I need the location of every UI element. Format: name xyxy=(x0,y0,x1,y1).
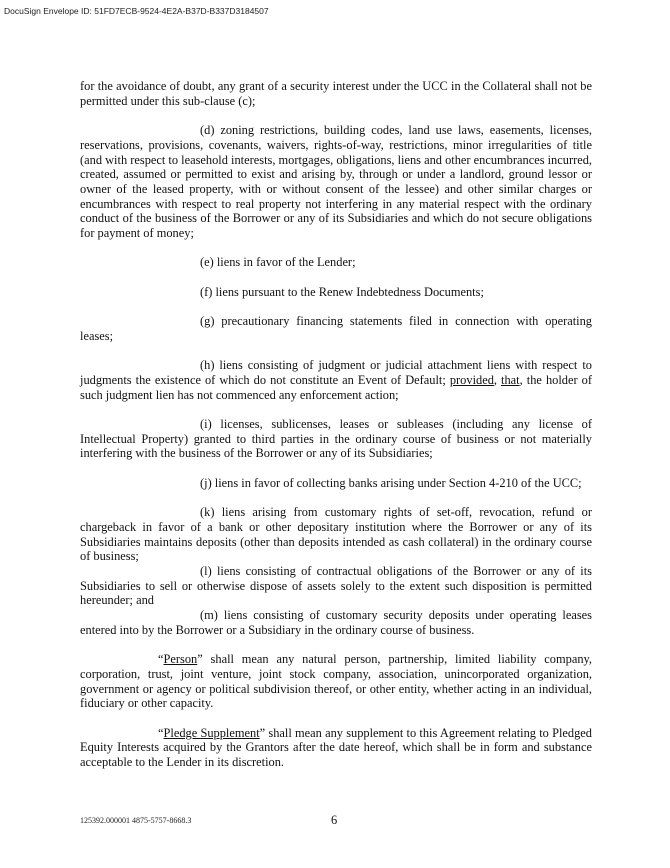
clause-d: (d) zoning restrictions, building codes, land use laws, easements, licenses, reservations, provisions, covenants, waivers, rights-of-way, restrictions, minor irregularities of title (and with respect to leasehold interests, mortgages, obligations, liens and other encumbrances incurred, created, assumed or permitted to exist and arising by, through or under a landlord, ground lessor or owner of the leased property, with or without consent of the lessee) and other similar charges or encumbrances with respect to real property not interfering in any material respect with the ordinary conduct of the business of the Borrower or any of its Subsidiaries and which do not secure obligations for payment of money; xyxy=(80,123,592,241)
definition-pledge-supplement xyxy=(80,726,592,770)
clause-e: (e) liens in favor of the Lender; xyxy=(200,255,356,270)
footer-doc-code: 125392.000001 4875-5757-8668.3 xyxy=(80,816,192,825)
clause-h xyxy=(80,358,592,402)
paragraph-continuation: for the avoidance of doubt, any grant of a security interest under the UCC in the Collateral shall not be permitted under this sub-clause (c); xyxy=(80,79,592,108)
pledge-open-quote: “ xyxy=(158,725,164,740)
person-term: Person xyxy=(163,652,198,667)
pledge-supplement-text: ” shall mean any supplement to this Agreement relating to Pledged Equity Interests acquired by the Grantors after the date hereof, which shall be in form and substance acceptable to the Lender in its discretion. xyxy=(80,725,593,770)
provided-term: provided xyxy=(449,372,494,387)
pledge-supplement-term: Pledge Supplement xyxy=(163,725,260,740)
page-number: 6 xyxy=(331,813,338,827)
definition-person xyxy=(80,652,592,711)
that-term: that xyxy=(501,372,520,387)
clause-h-rest: , the holder of such judgment lien has not commenced any enforcement action; xyxy=(80,372,592,402)
clause-g: (g) precautionary financing statements filed in connection with operating leases; xyxy=(80,314,592,343)
person-text: ” shall mean any natural person, partnership, limited liability company, corporation, trust, joint venture, joint stock company, association, unincorporated organization, government or agency or political subdivision thereof, or other entity, whether acting in an individual, fiduciary or other capacity. xyxy=(80,652,592,711)
clause-h-comma: , xyxy=(493,372,502,387)
clause-k: (k) liens arising from customary rights of set-off, revocation, refund or chargeback in favor of a bank or other depositary institution where the Borrower or any of its Subsidiaries maintains deposits (other than deposits intended as cash collateral) in the ordinary course of business; xyxy=(80,505,592,564)
clause-f: (f) liens pursuant to the Renew Indebtedness Documents; xyxy=(200,284,484,299)
clause-h-text: (h) liens consisting of judgment or judicial attachment liens with respect to judgments the existence of which do not constitute an Event of Default; xyxy=(80,358,592,387)
clause-i: (i) licenses, sublicenses, leases or subleases (including any license of Intellectual Property) granted to third parties in the ordinary course of business or not materially interfering with the business of the Borrower or any of its Subsidiaries; xyxy=(80,417,592,461)
document-body xyxy=(80,79,592,770)
envelope-id: DocuSign Envelope ID: 51FD7ECB-9524-4E2A-B37D-B337D3184507 xyxy=(4,6,269,16)
clause-l: (l) liens consisting of contractual obligations of the Borrower or any of its Subsidiaries to sell or otherwise dispose of assets solely to the extent such disposition is permitted hereunder; and xyxy=(80,564,592,608)
clause-j: (j) liens in favor of collecting banks arising under Section 4-210 of the UCC; xyxy=(200,475,582,490)
person-open-quote: “ xyxy=(158,652,164,667)
clause-m: (m) liens consisting of customary security deposits under operating leases entered into by the Borrower or a Subsidiary in the ordinary course of business. xyxy=(80,608,592,637)
